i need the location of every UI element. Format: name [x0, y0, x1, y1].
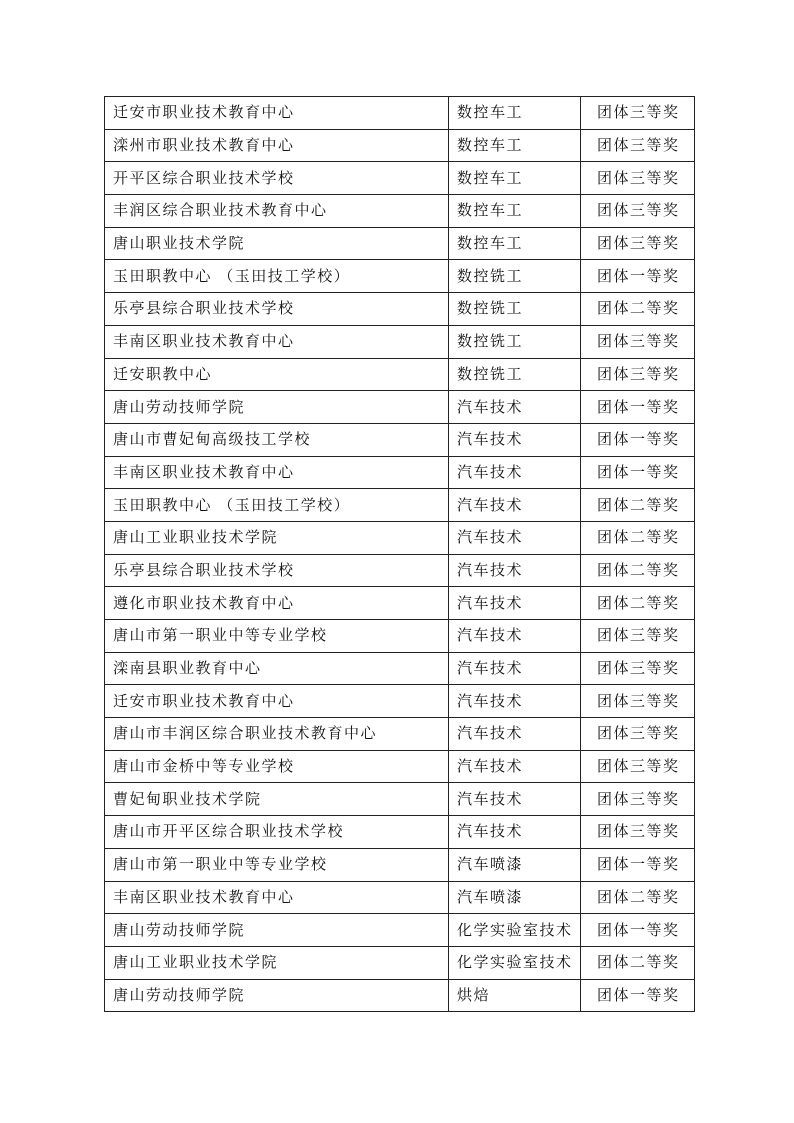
school-cell: 玉田职教中心 （玉田技工学校）: [105, 489, 449, 522]
award-cell: 团体二等奖: [581, 489, 695, 522]
award-cell: 团体二等奖: [581, 587, 695, 620]
school-cell: 滦南县职业教育中心: [105, 652, 449, 685]
table-row: [105, 620, 695, 653]
school-cell: 唐山市金桥中等专业学校: [105, 750, 449, 783]
event-cell: 数控车工: [449, 97, 581, 130]
table-row: [105, 489, 695, 522]
table-row: [105, 456, 695, 489]
school-cell: 唐山市第一职业中等专业学校: [105, 848, 449, 881]
school-cell: 开平区综合职业技术学校: [105, 162, 449, 195]
school-cell: 唐山劳动技师学院: [105, 914, 449, 947]
award-cell: 团体一等奖: [581, 391, 695, 424]
table-row: [105, 521, 695, 554]
school-cell: 唐山市丰润区综合职业技术教育中心: [105, 718, 449, 751]
event-cell: 汽车技术: [449, 554, 581, 587]
event-cell: 数控车工: [449, 227, 581, 260]
award-cell: 团体一等奖: [581, 979, 695, 1012]
award-cell: 团体三等奖: [581, 195, 695, 228]
event-cell: 汽车喷漆: [449, 848, 581, 881]
event-cell: 数控车工: [449, 162, 581, 195]
school-cell: 玉田职教中心 （玉田技工学校）: [105, 260, 449, 293]
event-cell: 汽车技术: [449, 783, 581, 816]
award-cell: 团体三等奖: [581, 227, 695, 260]
school-cell: 迁安市职业技术教育中心: [105, 97, 449, 130]
school-cell: 丰南区职业技术教育中心: [105, 456, 449, 489]
school-cell: 丰南区职业技术教育中心: [105, 325, 449, 358]
award-cell: 团体三等奖: [581, 783, 695, 816]
table-row: [105, 750, 695, 783]
school-cell: 曹妃甸职业技术学院: [105, 783, 449, 816]
award-cell: 团体一等奖: [581, 260, 695, 293]
event-cell: 汽车技术: [449, 423, 581, 456]
table-row: [105, 587, 695, 620]
school-cell: 唐山市曹妃甸高级技工学校: [105, 423, 449, 456]
table-row: [105, 718, 695, 751]
event-cell: 烘焙: [449, 979, 581, 1012]
school-cell: 迁安市职业技术教育中心: [105, 685, 449, 718]
award-cell: 团体二等奖: [581, 881, 695, 914]
event-cell: 汽车技术: [449, 718, 581, 751]
school-cell: 丰南区职业技术教育中心: [105, 881, 449, 914]
event-cell: 数控车工: [449, 195, 581, 228]
table-row: [105, 946, 695, 979]
event-cell: 化学实验室技术: [449, 914, 581, 947]
event-cell: 汽车技术: [449, 816, 581, 849]
event-cell: 数控铣工: [449, 293, 581, 326]
table-row: [105, 293, 695, 326]
table-row: [105, 848, 695, 881]
school-cell: 唐山工业职业技术学院: [105, 521, 449, 554]
table-row: [105, 423, 695, 456]
award-cell: 团体一等奖: [581, 914, 695, 947]
event-cell: 汽车技术: [449, 391, 581, 424]
table-row: [105, 881, 695, 914]
event-cell: 汽车技术: [449, 750, 581, 783]
school-cell: 唐山市开平区综合职业技术学校: [105, 816, 449, 849]
school-cell: 唐山工业职业技术学院: [105, 946, 449, 979]
school-cell: 迁安职教中心: [105, 358, 449, 391]
award-cell: 团体一等奖: [581, 456, 695, 489]
table-row: [105, 554, 695, 587]
event-cell: 汽车喷漆: [449, 881, 581, 914]
event-cell: 化学实验室技术: [449, 946, 581, 979]
school-cell: 遵化市职业技术教育中心: [105, 587, 449, 620]
event-cell: 数控铣工: [449, 260, 581, 293]
table-row: [105, 162, 695, 195]
award-cell: 团体一等奖: [581, 848, 695, 881]
award-cell: 团体三等奖: [581, 718, 695, 751]
table-row: [105, 260, 695, 293]
school-cell: 乐亭县综合职业技术学校: [105, 293, 449, 326]
table-row: [105, 652, 695, 685]
award-cell: 团体三等奖: [581, 652, 695, 685]
table-row: [105, 227, 695, 260]
school-cell: 唐山劳动技师学院: [105, 979, 449, 1012]
table-row: [105, 391, 695, 424]
award-cell: 团体三等奖: [581, 358, 695, 391]
event-cell: 汽车技术: [449, 685, 581, 718]
table-row: [105, 816, 695, 849]
event-cell: 汽车技术: [449, 620, 581, 653]
event-cell: 汽车技术: [449, 489, 581, 522]
award-cell: 团体二等奖: [581, 554, 695, 587]
table-row: [105, 914, 695, 947]
table-row: [105, 97, 695, 130]
table-row: [105, 783, 695, 816]
award-table-body: [105, 97, 695, 1012]
award-table: [104, 96, 695, 1012]
award-cell: 团体二等奖: [581, 521, 695, 554]
table-row: [105, 358, 695, 391]
award-cell: 团体三等奖: [581, 129, 695, 162]
event-cell: 数控车工: [449, 129, 581, 162]
award-cell: 团体三等奖: [581, 162, 695, 195]
event-cell: 数控铣工: [449, 325, 581, 358]
school-cell: 唐山职业技术学院: [105, 227, 449, 260]
award-cell: 团体三等奖: [581, 325, 695, 358]
school-cell: 唐山市第一职业中等专业学校: [105, 620, 449, 653]
event-cell: 数控铣工: [449, 358, 581, 391]
event-cell: 汽车技术: [449, 521, 581, 554]
school-cell: 丰润区综合职业技术教育中心: [105, 195, 449, 228]
award-cell: 团体三等奖: [581, 750, 695, 783]
table-row: [105, 195, 695, 228]
event-cell: 汽车技术: [449, 456, 581, 489]
table-row: [105, 979, 695, 1012]
award-cell: 团体三等奖: [581, 97, 695, 130]
award-cell: 团体二等奖: [581, 293, 695, 326]
award-cell: 团体一等奖: [581, 423, 695, 456]
table-row: [105, 685, 695, 718]
award-cell: 团体二等奖: [581, 946, 695, 979]
award-cell: 团体三等奖: [581, 816, 695, 849]
school-cell: 滦州市职业技术教育中心: [105, 129, 449, 162]
table-row: [105, 325, 695, 358]
award-cell: 团体三等奖: [581, 620, 695, 653]
event-cell: 汽车技术: [449, 587, 581, 620]
award-cell: 团体三等奖: [581, 685, 695, 718]
table-row: [105, 129, 695, 162]
school-cell: 唐山劳动技师学院: [105, 391, 449, 424]
school-cell: 乐亭县综合职业技术学校: [105, 554, 449, 587]
event-cell: 汽车技术: [449, 652, 581, 685]
